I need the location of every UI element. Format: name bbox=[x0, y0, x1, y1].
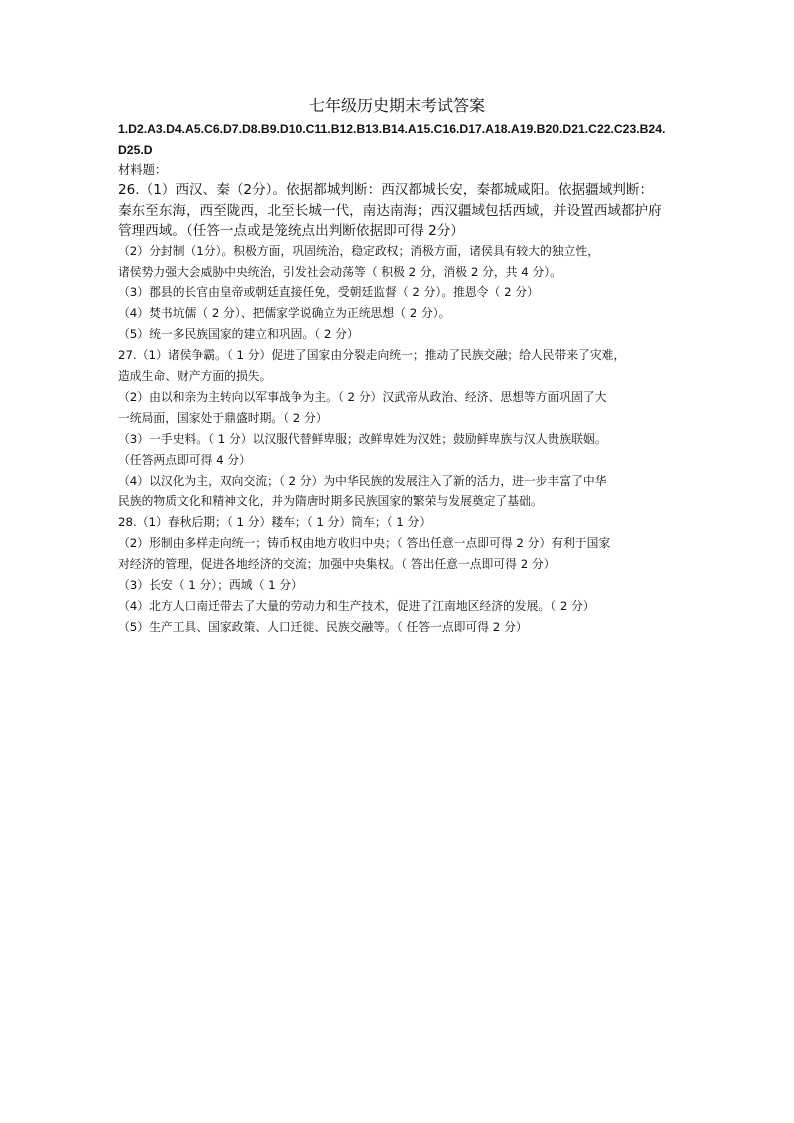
q26-line-5: 诸侯势力强大会威胁中央统治，引发社会动荡等（ 积极 2 分，消极 2 分，共 4 分）。 bbox=[118, 265, 562, 279]
q27-line-4: 一统局面，国家处于鼎盛时期。（ 2 分） bbox=[118, 411, 328, 425]
q27-line-2: 造成生命、财产方面的损失。 bbox=[118, 369, 272, 383]
q28-line-3: 对经济的管理，促进各地经济的交流；加强中央集权。（ 答出任意一点即可得 2 分） bbox=[118, 557, 556, 571]
q28-line-4: （3）长安（ 1 分）；西域（ 1 分） bbox=[118, 578, 303, 592]
q28-line-5: （4）北方人口南迁带去了大量的劳动力和生产技术，促进了江南地区经济的发展。（ 2 分） bbox=[118, 599, 595, 613]
q26-line-3: 管理西域。（任答一点或是笼统点出判断依据即可得 2分） bbox=[118, 223, 465, 239]
q26-line-4: （2）分封制（1分）。积极方面，巩固统治，稳定政权；消极方面，诸侯具有较大的独立性， bbox=[118, 244, 599, 258]
q28-line-2: （2）形制由多样走向统一；铸币权由地方收归中央；（ 答出任意一点即可得 2 分）有利于国家 bbox=[118, 536, 611, 550]
q28-line-1: 28.（1）春秋后期；（ 1 分）耧车；（ 1 分）筒车；（ 1 分） bbox=[118, 515, 432, 529]
document-title: 七年级历史期末考试答案 bbox=[308, 96, 485, 115]
q28-line-6: （5）生产工具、国家政策、人口迁徙、民族交融等。（ 任答一点即可得 2 分） bbox=[118, 620, 528, 634]
choice-answers-line-2: D25.D bbox=[118, 143, 153, 157]
q26-line-2: 秦东至东海，西至陇西，北至长城一代，南达南海；西汉疆域包括西域，并设置西域都护府 bbox=[118, 203, 662, 219]
q27-line-8: 民族的物质文化和精神文化，并为隋唐时期多民族国家的繁荣与发展奠定了基础。 bbox=[118, 494, 543, 508]
q26-line-1: 26.（1）西汉、秦（2分）。依据都城判断：西汉都城长安，秦都城咸阳。依据疆域判断： bbox=[118, 182, 654, 198]
q27-line-3: （2）由以和亲为主转向以军事战争为主。（ 2 分）汉武帝从政治、经济、思想等方面巩固了大 bbox=[118, 390, 607, 404]
q27-line-6: （任答两点即可得 4 分） bbox=[118, 453, 251, 467]
q26-line-7: （4）焚书坑儒（ 2 分）、把儒家学说确立为正统思想（ 2 分）。 bbox=[118, 306, 451, 320]
material-heading: 材料题： bbox=[118, 163, 168, 177]
q27-line-5: （3）一手史料。（ 1 分）以汉服代替鲜卑服；改鲜卑姓为汉姓；鼓励鲜卑族与汉人贵族联姻。 bbox=[118, 432, 607, 446]
choice-answers-line-1: 1.D2.A3.D4.A5.C6.D7.D8.B9.D10.C11.B12.B13.B14.A15.C16.D17.A18.A19.B20.D21.C22.C23.B24. bbox=[118, 122, 666, 136]
q26-line-8: （5）统一多民族国家的建立和巩固。（ 2 分） bbox=[118, 327, 359, 341]
q26-line-6: （3）郡县的长官由皇帝或朝廷直接任免，受朝廷监督（ 2 分）。推恩令（ 2 分） bbox=[118, 285, 539, 299]
q27-line-7: （4）以汉化为主，双向交流；（ 2 分）为中华民族的发展注入了新的活力，进一步丰富了中华 bbox=[118, 474, 607, 488]
q27-line-1: 27.（1）诸侯争霸。（ 1 分）促进了国家由分裂走向统一；推动了民族交融；给人民带来了灾难， bbox=[118, 348, 626, 362]
